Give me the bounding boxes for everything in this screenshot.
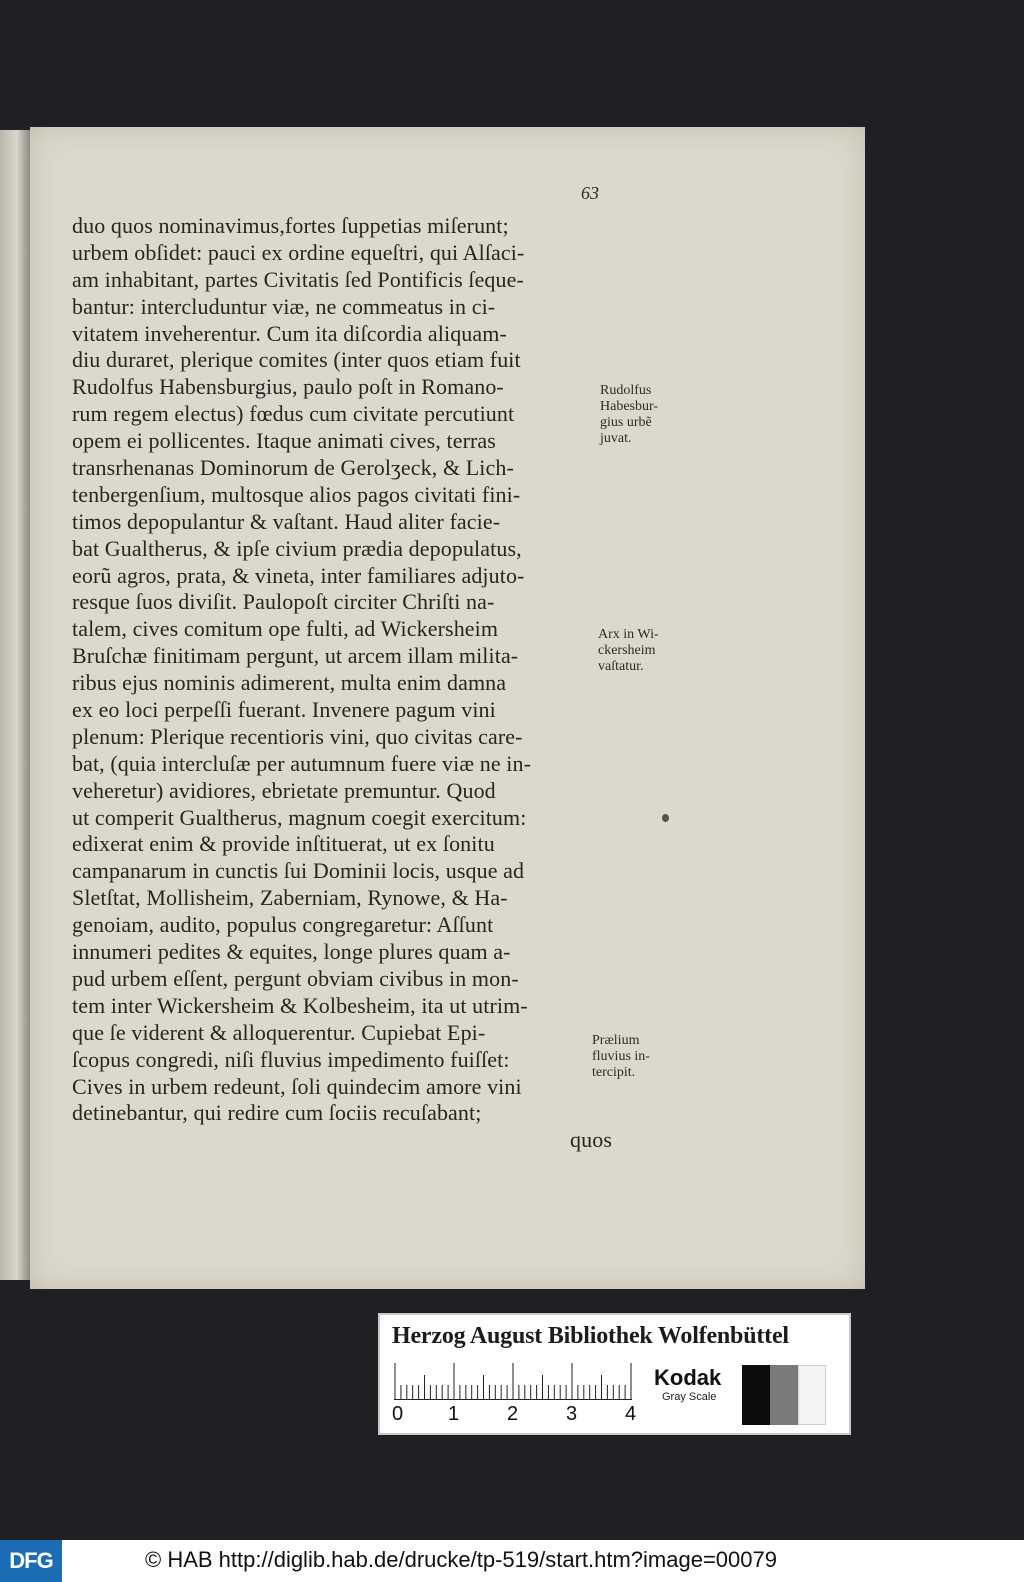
- text-line: Cives in urbem redeunt, ſoli quindecim amore vini: [72, 1073, 522, 1099]
- text-line: ribus ejus nominis adimerent, multa enim damna: [72, 670, 507, 696]
- margin-note-line: ckersheim: [598, 643, 656, 658]
- margin-note-line: Arx in Wi-: [598, 627, 659, 642]
- text-line: urbem obſidet: pauci ex ordine equeſtri, qui Alſaci-: [72, 239, 525, 265]
- ruler-number: 4: [625, 1403, 637, 1425]
- page-number: 63: [581, 183, 599, 203]
- catchword: quos: [570, 1127, 612, 1153]
- ruler-numbers: [392, 1403, 652, 1427]
- text-line: que ſe viderent & alloquerentur. Cupiebat Epi-: [72, 1019, 486, 1045]
- margin-note-praelium: [592, 1033, 650, 1081]
- text-line: plenum: Plerique recentioris vini, quo civitas care-: [72, 723, 523, 749]
- ruler-number: 2: [507, 1403, 519, 1425]
- gray-patch-gray: [770, 1365, 798, 1425]
- text-line: pud urbem eſſent, pergunt obviam civibus in mon-: [72, 965, 519, 991]
- color-target-card: [378, 1313, 851, 1435]
- margin-note-line: tercipit.: [592, 1065, 636, 1080]
- gray-patch-white: [798, 1365, 826, 1425]
- text-line: ut comperit Gualtherus, magnum coegit exercitum:: [72, 804, 527, 830]
- margin-note-line: gius urbẽ: [600, 415, 652, 430]
- text-line: bat, (quia intercluſæ per autumnum fuere viæ ne in-: [72, 750, 532, 776]
- margin-note-line: fluvius in-: [592, 1049, 650, 1064]
- text-line: resque ſuos diviſit. Paulopoſt circiter Chriſti na-: [72, 589, 495, 615]
- text-line: innumeri pedites & equites, longe plures quam a-: [72, 939, 511, 965]
- text-line: Sletſtat, Mollisheim, Zaberniam, Rynowe, & Ha-: [72, 885, 508, 911]
- footer-credit-link[interactable]: © HAB http://diglib.hab.de/drucke/tp-519/start.htm?image=00079: [145, 1547, 777, 1572]
- text-line: edixerat enim & provide inſtituerat, ut ex ſonitu: [72, 831, 495, 857]
- text-line: detinebantur, qui redire cum ſociis recuſabant;: [72, 1100, 482, 1126]
- margin-note-line: Prælium: [592, 1033, 640, 1048]
- library-name: Herzog August Bibliothek Wolfenbüttel: [392, 1323, 789, 1349]
- previous-page-edge: [0, 130, 30, 1280]
- text-line: veheretur) avidiores, ebrietate premuntur. Quod: [72, 777, 496, 803]
- text-line: eorũ agros, prata, & vineta, inter familiares adjuto-: [72, 562, 525, 588]
- text-line: diu duraret, plerique comites (inter quos etiam fuit: [72, 347, 521, 373]
- margin-note-rudolfus: [600, 383, 658, 447]
- text-line: genoiam, audito, populus congregaretur: Aſſunt: [72, 912, 494, 938]
- ink-speck: [662, 814, 669, 822]
- text-line: ex eo loci perpeſſi fuerant. Invenere pagum vini: [72, 697, 496, 723]
- text-line: duo quos nominavimus,fortes ſuppetias miſerunt;: [72, 213, 509, 238]
- footer-bar: [0, 1540, 1024, 1582]
- ruler-number: 1: [448, 1403, 460, 1425]
- gray-scale-label: Gray Scale: [662, 1391, 717, 1403]
- margin-note-line: juvat.: [600, 431, 632, 446]
- margin-note-line: vaſtatur.: [598, 659, 644, 674]
- text-line: tem inter Wickersheim & Kolbesheim, ita ut utrim-: [72, 992, 528, 1018]
- text-line: transrhenanas Dominorum de Gerolʒeck, & Lich-: [72, 455, 514, 481]
- text-line: timos depopulantur & vaſtant. Haud aliter facie-: [72, 508, 501, 534]
- text-line: am inhabitant, partes Civitatis ſed Pontificis ſeque-: [72, 266, 524, 292]
- body-text: [72, 213, 612, 1154]
- text-line: tenbergenſium, multosque alios pagos civitati fini-: [72, 481, 521, 507]
- text-line: Rudolfus Habensburgius, paulo poſt in Romano-: [72, 374, 504, 400]
- margin-note-arx: [598, 627, 659, 675]
- text-line: vitatem inveherentur. Cum ita diſcordia aliquam-: [72, 320, 507, 346]
- text-line: campanarum in cunctis ſui Dominii locis, usque ad: [72, 858, 525, 884]
- gray-patch-black: [742, 1365, 770, 1425]
- ruler-number: 0: [392, 1403, 404, 1425]
- book-page: [30, 127, 865, 1289]
- text-line: Bruſchæ finitimam pergunt, ut arcem illam milita-: [72, 643, 519, 669]
- text-line: ſcopus congredi, niſi fluvius impedimento fuiſſet:: [72, 1046, 510, 1072]
- text-line: talem, cives comitum ope fulti, ad Wickersheim: [72, 616, 499, 642]
- text-line: bat Gualtherus, & ipſe civium prædia depopulatus,: [72, 535, 522, 561]
- margin-note-line: Habesbur-: [600, 399, 659, 414]
- text-line: opem ei pollicentes. Itaque animati cives, terras: [72, 428, 496, 454]
- kodak-logo: Kodak: [654, 1365, 722, 1390]
- dfg-logo[interactable]: DFG: [0, 1540, 62, 1582]
- text-line: bantur: intercluduntur viæ, ne commeatus in ci-: [72, 293, 496, 319]
- margin-note-line: Rudolfus: [600, 383, 652, 398]
- ruler-scale: [394, 1363, 632, 1400]
- ruler-number: 3: [566, 1403, 578, 1425]
- gray-scale-patches: [742, 1365, 826, 1425]
- text-line: rum regem electus) fœdus cum civitate percutiunt: [72, 401, 515, 427]
